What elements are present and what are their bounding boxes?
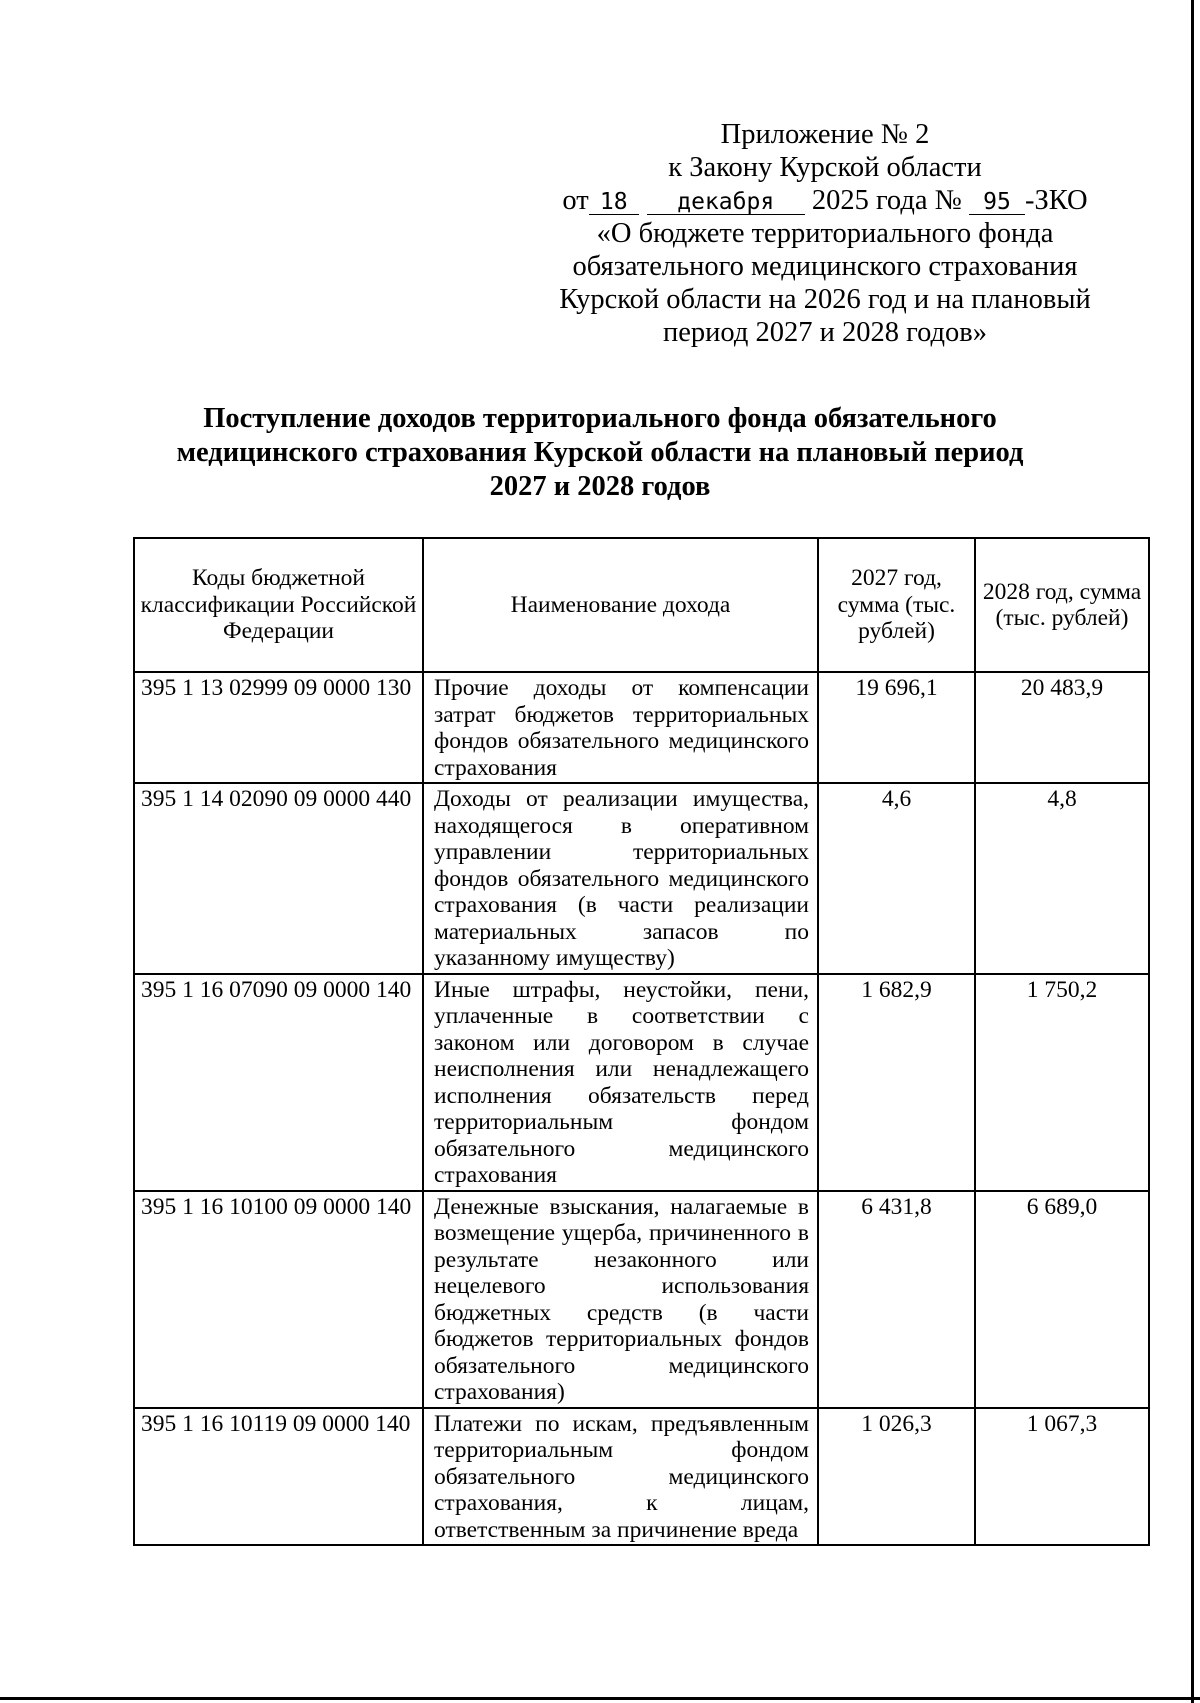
amount-2028: 20 483,9 bbox=[975, 672, 1149, 783]
amount-2027: 1 682,9 bbox=[818, 974, 975, 1191]
document-title-line-3: 2027 и 2028 годов bbox=[489, 471, 711, 502]
budget-code: 395 1 16 10100 09 0000 140 bbox=[134, 1191, 423, 1408]
amount-2027: 4,6 bbox=[818, 783, 975, 974]
table-row bbox=[134, 783, 1149, 974]
law-title-line-3: Курской области на 2026 год и на плановый bbox=[559, 284, 1091, 315]
law-number-suffix: -ЗКО bbox=[1024, 185, 1088, 216]
income-name: Иные штрафы, неустойки, пени, уплаченные в соответствии с законом или договором в случае неисполнения или ненадлежащего исполнения обязательств перед территориальным фондом обязательного медицинского страхования bbox=[423, 974, 818, 1191]
handwritten-law-number: 95 bbox=[969, 190, 1025, 215]
amount-2028: 1 750,2 bbox=[975, 974, 1149, 1191]
table-row bbox=[134, 1408, 1149, 1546]
date-prefix: от bbox=[562, 185, 589, 216]
scan-border-bottom bbox=[0, 1697, 1200, 1700]
header-amount-2028: 2028 год, сумма (тыс. рублей) bbox=[975, 538, 1149, 672]
header-income-name: Наименование дохода bbox=[423, 538, 818, 672]
scan-border-right bbox=[1191, 0, 1194, 1703]
appendix-date-line bbox=[520, 184, 1130, 217]
table-row bbox=[134, 974, 1149, 1191]
document-title bbox=[140, 402, 1060, 504]
law-title-line-2: обязательного медицинского страхования bbox=[572, 251, 1078, 282]
appendix-header bbox=[520, 118, 1130, 349]
year-text: 2025 года № bbox=[811, 185, 962, 216]
amount-2027: 19 696,1 bbox=[818, 672, 975, 783]
header-budget-code: Коды бюджетной классификации Российской Федерации bbox=[134, 538, 423, 672]
appendix-number: Приложение № 2 bbox=[720, 119, 930, 150]
law-title-line-4: период 2027 и 2028 годов» bbox=[663, 317, 987, 348]
budget-code: 395 1 14 02090 09 0000 440 bbox=[134, 783, 423, 974]
income-name: Доходы от реализации имущества, находящегося в оперативном управлении территориальных фондов обязательного медицинского страхования (в части реализации материальных запасов по указанному имуществу) bbox=[423, 783, 818, 974]
document-title-line-1: Поступление доходов территориального фонда обязательного bbox=[203, 403, 997, 434]
table-header-row bbox=[134, 538, 1149, 672]
handwritten-day: 18 bbox=[589, 190, 639, 215]
income-name: Прочие доходы от компенсации затрат бюджетов территориальных фондов обязательного медицинского страхования bbox=[423, 672, 818, 783]
amount-2028: 1 067,3 bbox=[975, 1408, 1149, 1546]
law-title-line-1: «О бюджете территориального фонда bbox=[596, 218, 1054, 249]
table-row bbox=[134, 672, 1149, 783]
header-amount-2027: 2027 год, сумма (тыс. рублей) bbox=[818, 538, 975, 672]
amount-2028: 6 689,0 bbox=[975, 1191, 1149, 1408]
budget-code: 395 1 16 07090 09 0000 140 bbox=[134, 974, 423, 1191]
income-name: Платежи по искам, предъявленным территориальным фондом обязательного медицинского страхования, к лицам, ответственным за причинение вреда bbox=[423, 1408, 818, 1546]
amount-2027: 1 026,3 bbox=[818, 1408, 975, 1546]
income-table bbox=[133, 537, 1150, 1546]
budget-code: 395 1 13 02999 09 0000 130 bbox=[134, 672, 423, 783]
amount-2028: 4,8 bbox=[975, 783, 1149, 974]
income-name: Денежные взыскания, налагаемые в возмещение ущерба, причиненного в результате незаконного или нецелевого использования бюджетных средств (в части бюджетов территориальных фондов обязательного медицинского страхования) bbox=[423, 1191, 818, 1408]
table-row bbox=[134, 1191, 1149, 1408]
document-title-line-2: медицинского страхования Курской области на плановый период bbox=[176, 437, 1024, 468]
budget-code: 395 1 16 10119 09 0000 140 bbox=[134, 1408, 423, 1546]
appendix-law-reference: к Закону Курской области bbox=[668, 152, 982, 183]
amount-2027: 6 431,8 bbox=[818, 1191, 975, 1408]
handwritten-month: декабря bbox=[647, 190, 805, 215]
